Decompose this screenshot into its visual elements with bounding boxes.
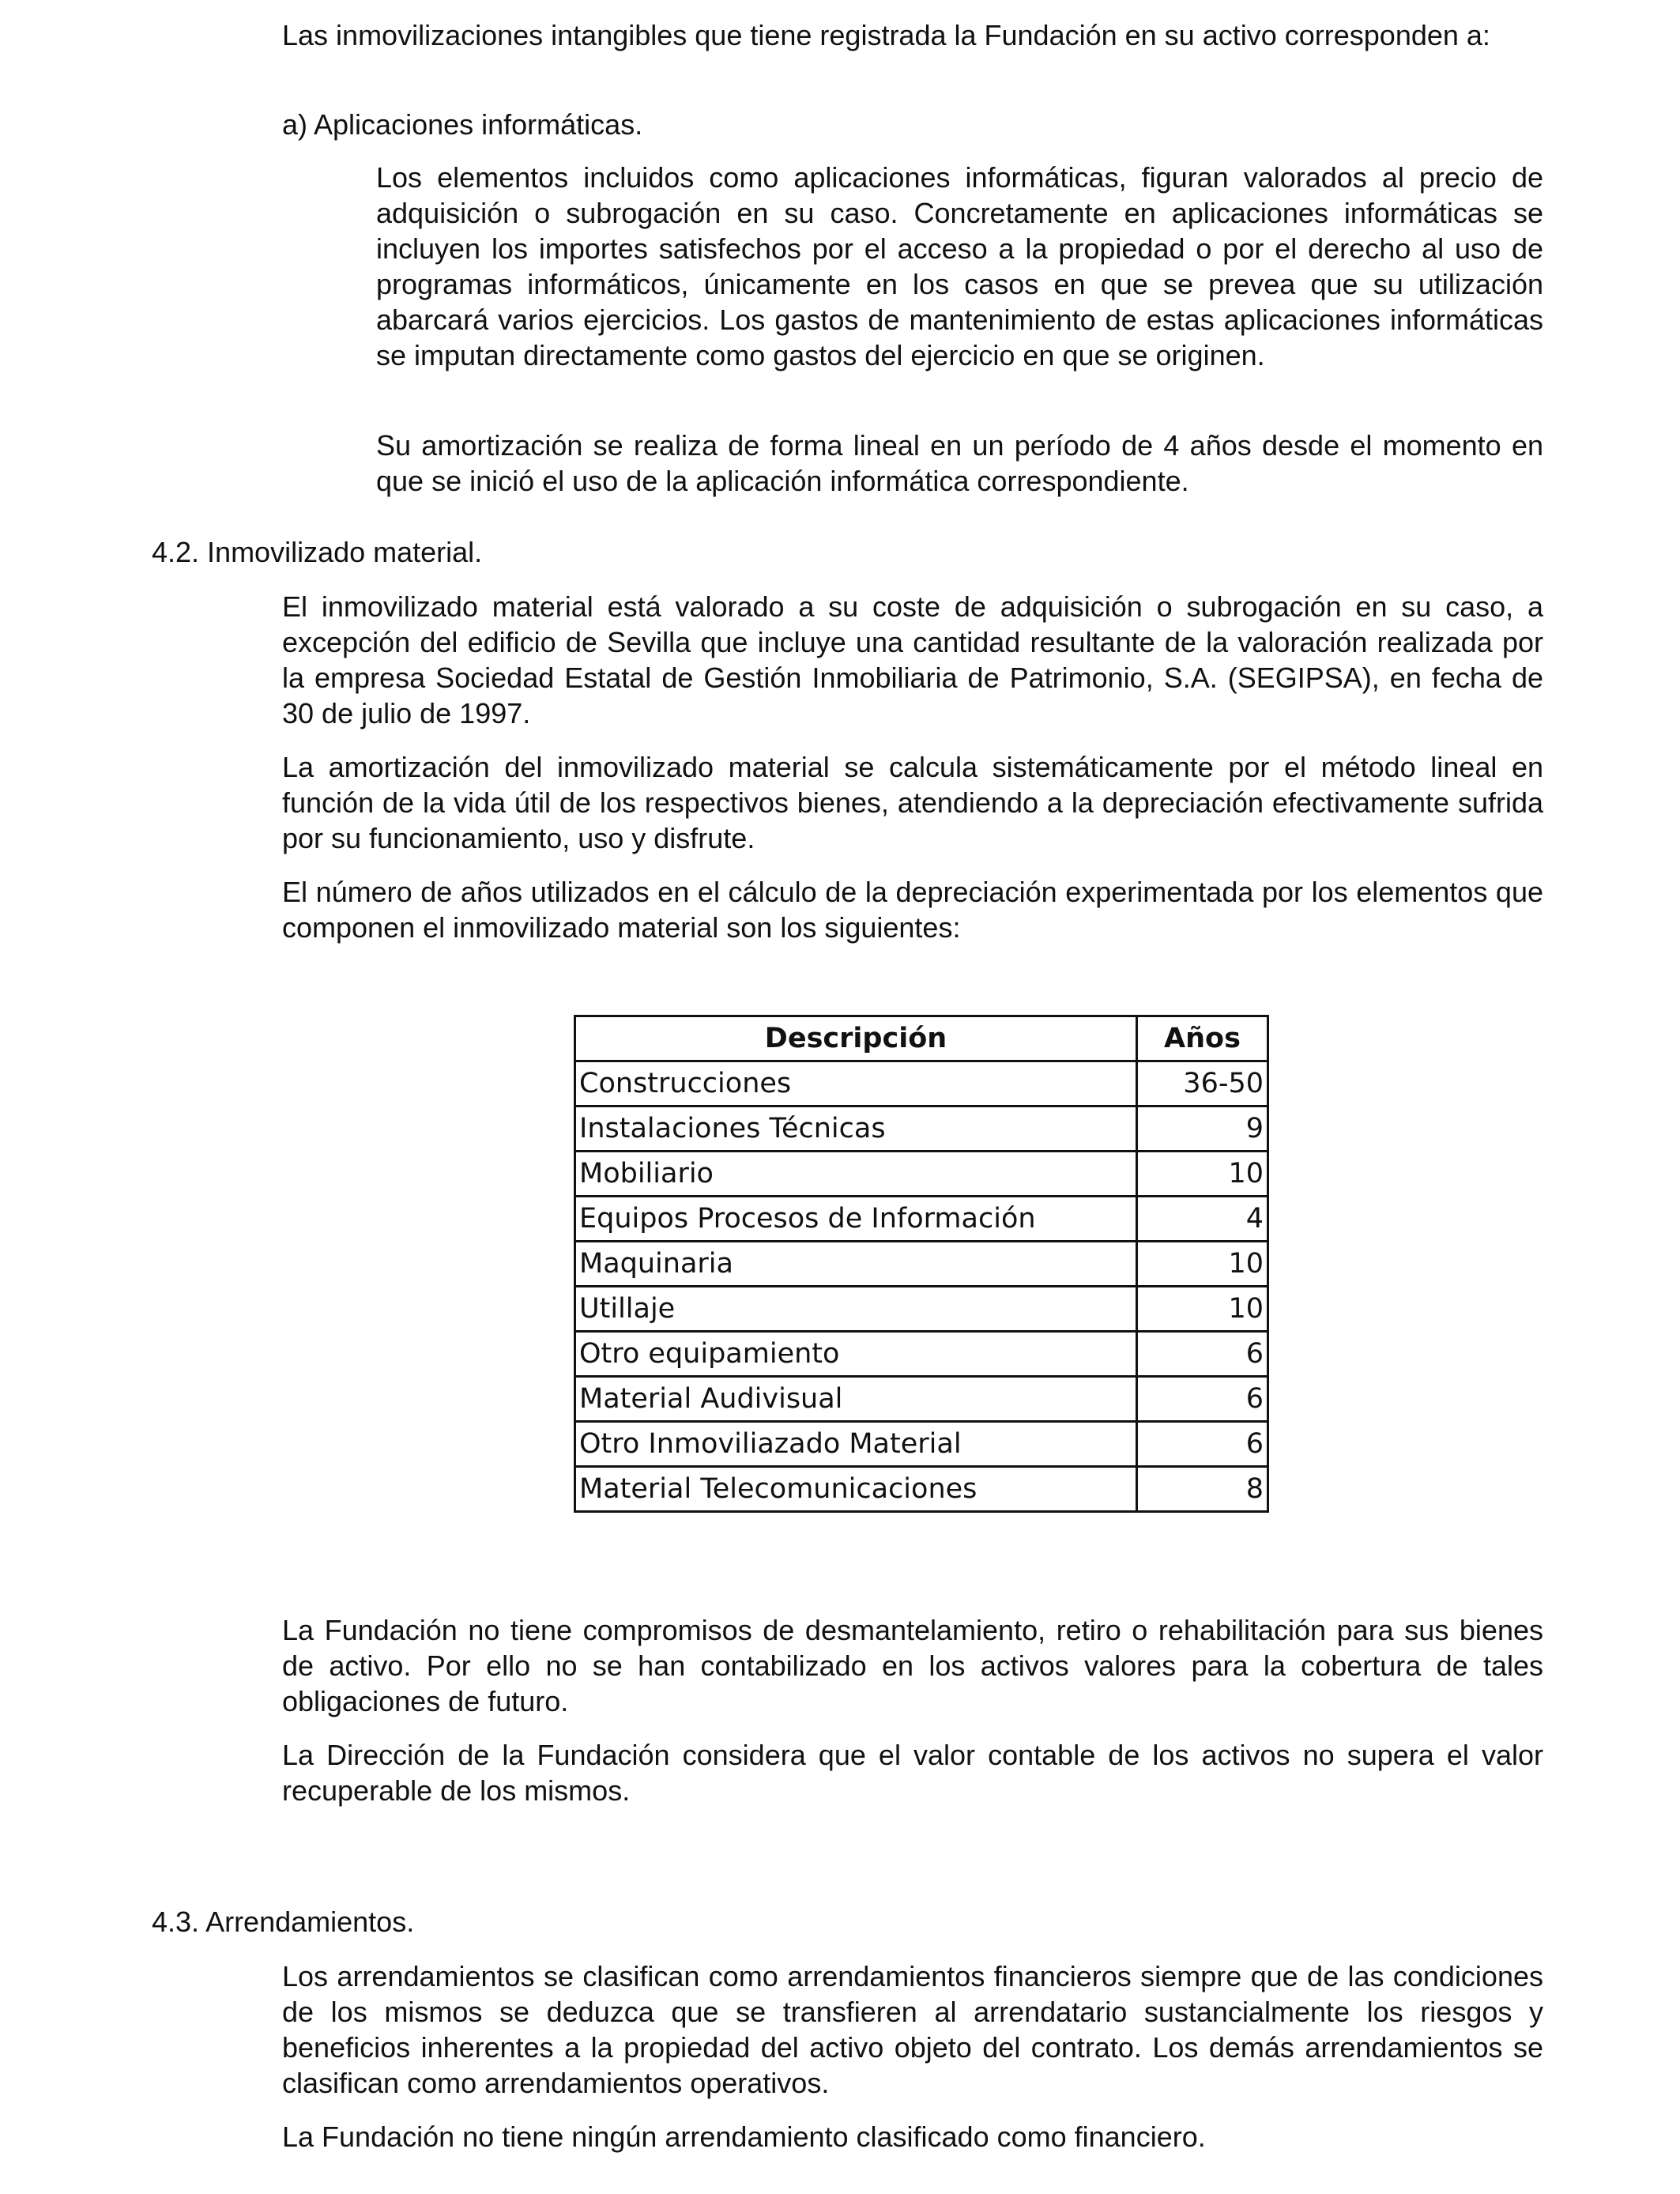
section-4-2-paragraph-2: La amortización del inmovilizado material se calcula sistemáticamente por el método lineal en función de la vida útil de los respectivos bienes, atendiendo a la depreciación efectivamente sufrida por su funcionamiento, uso y disfrute. bbox=[282, 751, 1543, 854]
depreciation-years-table bbox=[574, 1015, 1269, 1513]
section-4-2-paragraph-1: El inmovilizado material está valorado a su coste de adquisición o subrogación en su caso, a excepción del edificio de Sevilla que incluye una cantidad resultante de la valoración realizada por la empresa Sociedad Estatal de Gestión Inmobiliaria de Patrimonio, S.A. (SEGIPSA), en fecha de 30 de julio de 1997. bbox=[282, 590, 1543, 729]
table-header-description: Descripción bbox=[575, 1016, 1137, 1061]
row-years: 6 bbox=[1137, 1377, 1268, 1422]
intro-paragraph: Las inmovilizaciones intangibles que tiene registrada la Fundación en su activo corresponden a: bbox=[282, 19, 1490, 51]
row-years: 10 bbox=[1137, 1287, 1268, 1332]
row-description: Construcciones bbox=[575, 1061, 1137, 1106]
table-row bbox=[575, 1377, 1268, 1422]
table-row bbox=[575, 1242, 1268, 1287]
section-4-3-paragraph-1: Los arrendamientos se clasifican como arrendamientos financieros siempre que de las condiciones de los mismos se deduzca que se transfieren al arrendatario sustancialmente los riesgos y beneficios inherentes a la propiedad del activo objeto del contrato. Los demás arrendamientos se clasifican como arrendamientos operativos. bbox=[282, 1960, 1543, 2099]
section-4-2-paragraph-3: El número de años utilizados en el cálculo de la depreciación experimentada por los elementos que componen el inmovilizado material son los siguientes: bbox=[282, 876, 1543, 944]
table-row bbox=[575, 1106, 1268, 1152]
subsection-a-heading: a) Aplicaciones informáticas. bbox=[282, 108, 643, 141]
row-description: Maquinaria bbox=[575, 1242, 1137, 1287]
table-row bbox=[575, 1287, 1268, 1332]
section-4-2-paragraph-4: La Fundación no tiene compromisos de desmantelamiento, retiro o rehabilitación para sus bienes de activo. Por ello no se han contabilizado en los activos valores para la cobertura de tales obligaciones de futuro. bbox=[282, 1614, 1543, 1717]
table-header-years: Años bbox=[1137, 1016, 1268, 1061]
row-years: 9 bbox=[1137, 1106, 1268, 1152]
row-years: 6 bbox=[1137, 1332, 1268, 1377]
row-years: 6 bbox=[1137, 1422, 1268, 1467]
subsection-a-paragraph-1: Los elementos incluidos como aplicaciones informáticas, figuran valorados al precio de adquisición o subrogación en su caso. Concretamente en aplicaciones informáticas se incluyen los importes satisfechos por el acceso a la propiedad o por el derecho al uso de programas informáticos, únicamente en los casos en que se prevea que su utilización abarcará varios ejercicios. Los gastos de mantenimiento de estas aplicaciones informáticas se imputan directamente como gastos del ejercicio en que se originen. bbox=[376, 161, 1543, 371]
section-4-2-paragraph-5: La Dirección de la Fundación considera que el valor contable de los activos no supera el valor recuperable de los mismos. bbox=[282, 1739, 1543, 1807]
row-years: 10 bbox=[1137, 1242, 1268, 1287]
table-row bbox=[575, 1422, 1268, 1467]
table-row bbox=[575, 1467, 1268, 1512]
row-description: Mobiliario bbox=[575, 1152, 1137, 1197]
row-description: Equipos Procesos de Información bbox=[575, 1197, 1137, 1242]
row-description: Otro Inmoviliazado Material bbox=[575, 1422, 1137, 1467]
row-years: 36-50 bbox=[1137, 1061, 1268, 1106]
section-4-2-heading: 4.2. Inmovilizado material. bbox=[152, 536, 483, 568]
table-row bbox=[575, 1197, 1268, 1242]
row-years: 10 bbox=[1137, 1152, 1268, 1197]
section-4-3-paragraph-2: La Fundación no tiene ningún arrendamiento clasificado como financiero. bbox=[282, 2120, 1206, 2153]
row-description: Material Audivisual bbox=[575, 1377, 1137, 1422]
row-years: 4 bbox=[1137, 1197, 1268, 1242]
section-4-3-heading: 4.3. Arrendamientos. bbox=[152, 1906, 415, 1938]
table-row bbox=[575, 1061, 1268, 1106]
row-description: Otro equipamiento bbox=[575, 1332, 1137, 1377]
table-header-row bbox=[575, 1016, 1268, 1061]
table-row bbox=[575, 1332, 1268, 1377]
row-years: 8 bbox=[1137, 1467, 1268, 1512]
subsection-a-paragraph-2: Su amortización se realiza de forma lineal en un período de 4 años desde el momento en que se inició el uso de la aplicación informática correspondiente. bbox=[376, 429, 1543, 497]
row-description: Utillaje bbox=[575, 1287, 1137, 1332]
row-description: Material Telecomunicaciones bbox=[575, 1467, 1137, 1512]
row-description: Instalaciones Técnicas bbox=[575, 1106, 1137, 1152]
table-row bbox=[575, 1152, 1268, 1197]
